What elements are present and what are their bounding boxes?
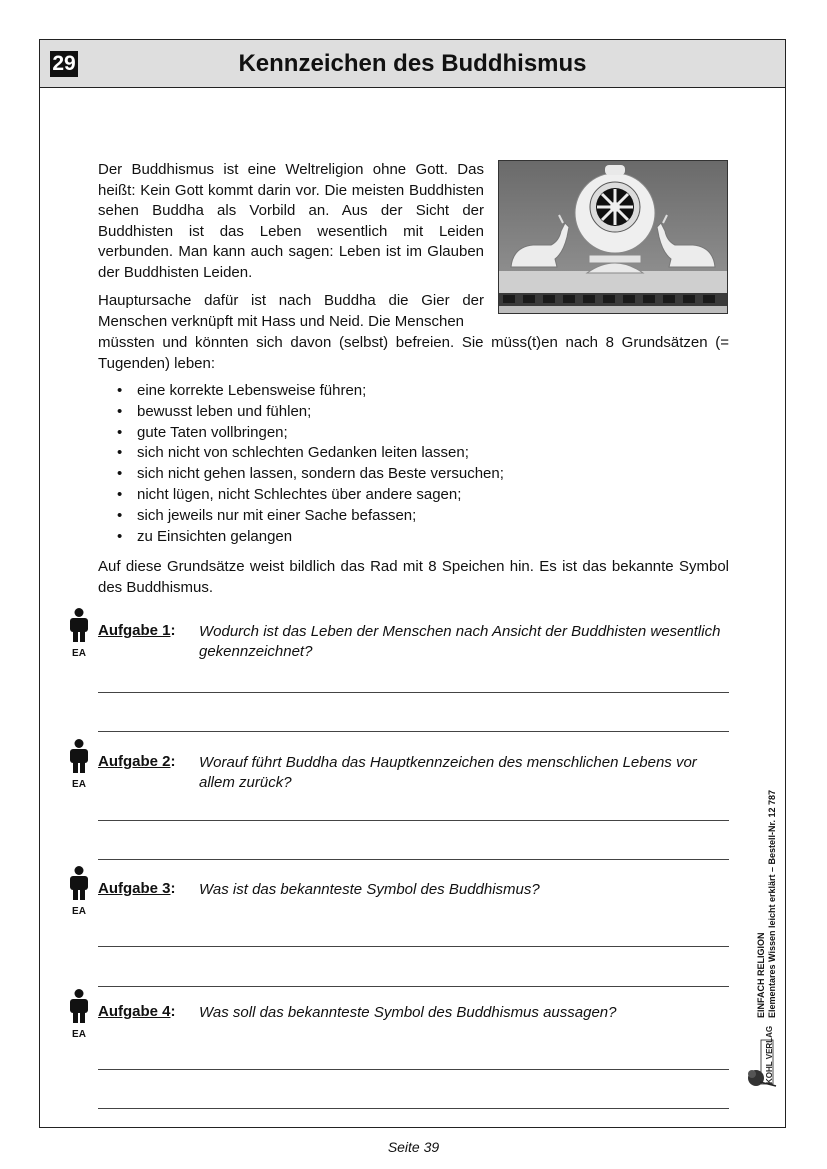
list-item: • gute Taten vollbringen; (117, 423, 288, 441)
answer-line[interactable] (98, 1069, 729, 1070)
series-info (756, 758, 786, 1018)
task-4 (0, 1003, 827, 1040)
intro-paragraph-1: Der Buddhismus ist eine Weltreligion ohne Gott. Das heißt: Kein Gott kommt darin vor. Die meisten Buddhisten sehen Buddha als Vorbild an. Aus der Sicht der Buddhisten ist das Leben wesentlich mit Leiden verbunden. Man kann auch sagen: Leben ist im Glauben der Buddhisten Leiden. (98, 161, 484, 281)
answer-line[interactable] (98, 946, 729, 947)
answer-line[interactable] (98, 986, 729, 987)
ea-badge: EA (72, 779, 86, 790)
page-title: Kennzeichen des Buddhismus (238, 50, 587, 77)
series-subtitle: Elementares Wissen leicht erklärt – Bestell-Nr. 12 787 (767, 789, 777, 1018)
answer-line[interactable] (98, 859, 729, 860)
task-question: Was ist das bekannteste Symbol des Buddhismus? (199, 881, 540, 898)
dharma-wheel-image (499, 161, 727, 313)
task-label: Aufgabe 2: (98, 753, 176, 770)
task-question: Worauf führt Buddha das Hauptkennzeichen des menschlichen Lebens vor allem zurück? (199, 754, 697, 791)
ea-badge: EA (72, 906, 86, 917)
page-number: Seite 39 (387, 1139, 440, 1155)
person-icon (68, 866, 90, 900)
virtues-list (98, 381, 504, 547)
list-item: • nicht lügen, nicht Schlechtes über andere sagen; (117, 485, 462, 503)
list-item: • sich nicht gehen lassen, sondern das Beste versuchen; (117, 465, 504, 483)
worksheet-header (40, 40, 785, 88)
task-label: Aufgabe 3: (98, 880, 176, 897)
answer-line[interactable] (98, 731, 729, 732)
intro-paragraph-2a: Hauptursache dafür ist nach Buddha die Gier der Menschen verknüpft mit Hass und Neid. Die Menschen (98, 292, 484, 330)
task-3 (0, 880, 827, 917)
publisher-name: KOHL VERLAG (765, 1026, 774, 1084)
dharma-wheel-photo (498, 160, 728, 314)
person-icon (68, 608, 90, 642)
task-question: Wodurch ist das Leben der Menschen nach Ansicht der Buddhisten wesentlich gekennzeichnet? (199, 623, 721, 660)
ea-badge: EA (72, 648, 86, 659)
task-label: Aufgabe 4: (98, 1003, 176, 1020)
list-item: • zu Einsichten gelangen (117, 527, 293, 545)
list-item: • sich nicht von schlechten Gedanken leiten lassen; (117, 444, 469, 462)
task-question: Was soll das bekannteste Symbol des Buddhismus aussagen? (199, 1004, 617, 1021)
person-icon (68, 739, 90, 773)
list-item: • sich jeweils nur mit einer Sache befassen; (117, 506, 417, 524)
intro-paragraph-2b: müssten und könnten sich davon (selbst) befreien. Sie müss(t)en nach 8 Grundsätzen (= Tugenden) leben: (98, 334, 729, 372)
worksheet-number: 29 (50, 51, 78, 77)
publisher-logo (746, 1026, 782, 1088)
series-title: EINFACH RELIGION (756, 932, 766, 1018)
closing-paragraph: Auf diese Grundsätze weist bildlich das Rad mit 8 Speichen hin. Es ist das bekannte Symbol des Buddhismus. (98, 558, 729, 596)
list-item: • eine korrekte Lebensweise führen; (117, 382, 367, 399)
task-1 (0, 622, 827, 660)
list-item: • bewusst leben und fühlen; (117, 402, 312, 420)
answer-line[interactable] (98, 820, 729, 821)
task-label: Aufgabe 1: (98, 622, 176, 639)
task-2 (0, 753, 827, 791)
person-icon (68, 989, 90, 1023)
ea-badge: EA (72, 1029, 86, 1040)
answer-line[interactable] (98, 1108, 729, 1109)
answer-line[interactable] (98, 692, 729, 693)
